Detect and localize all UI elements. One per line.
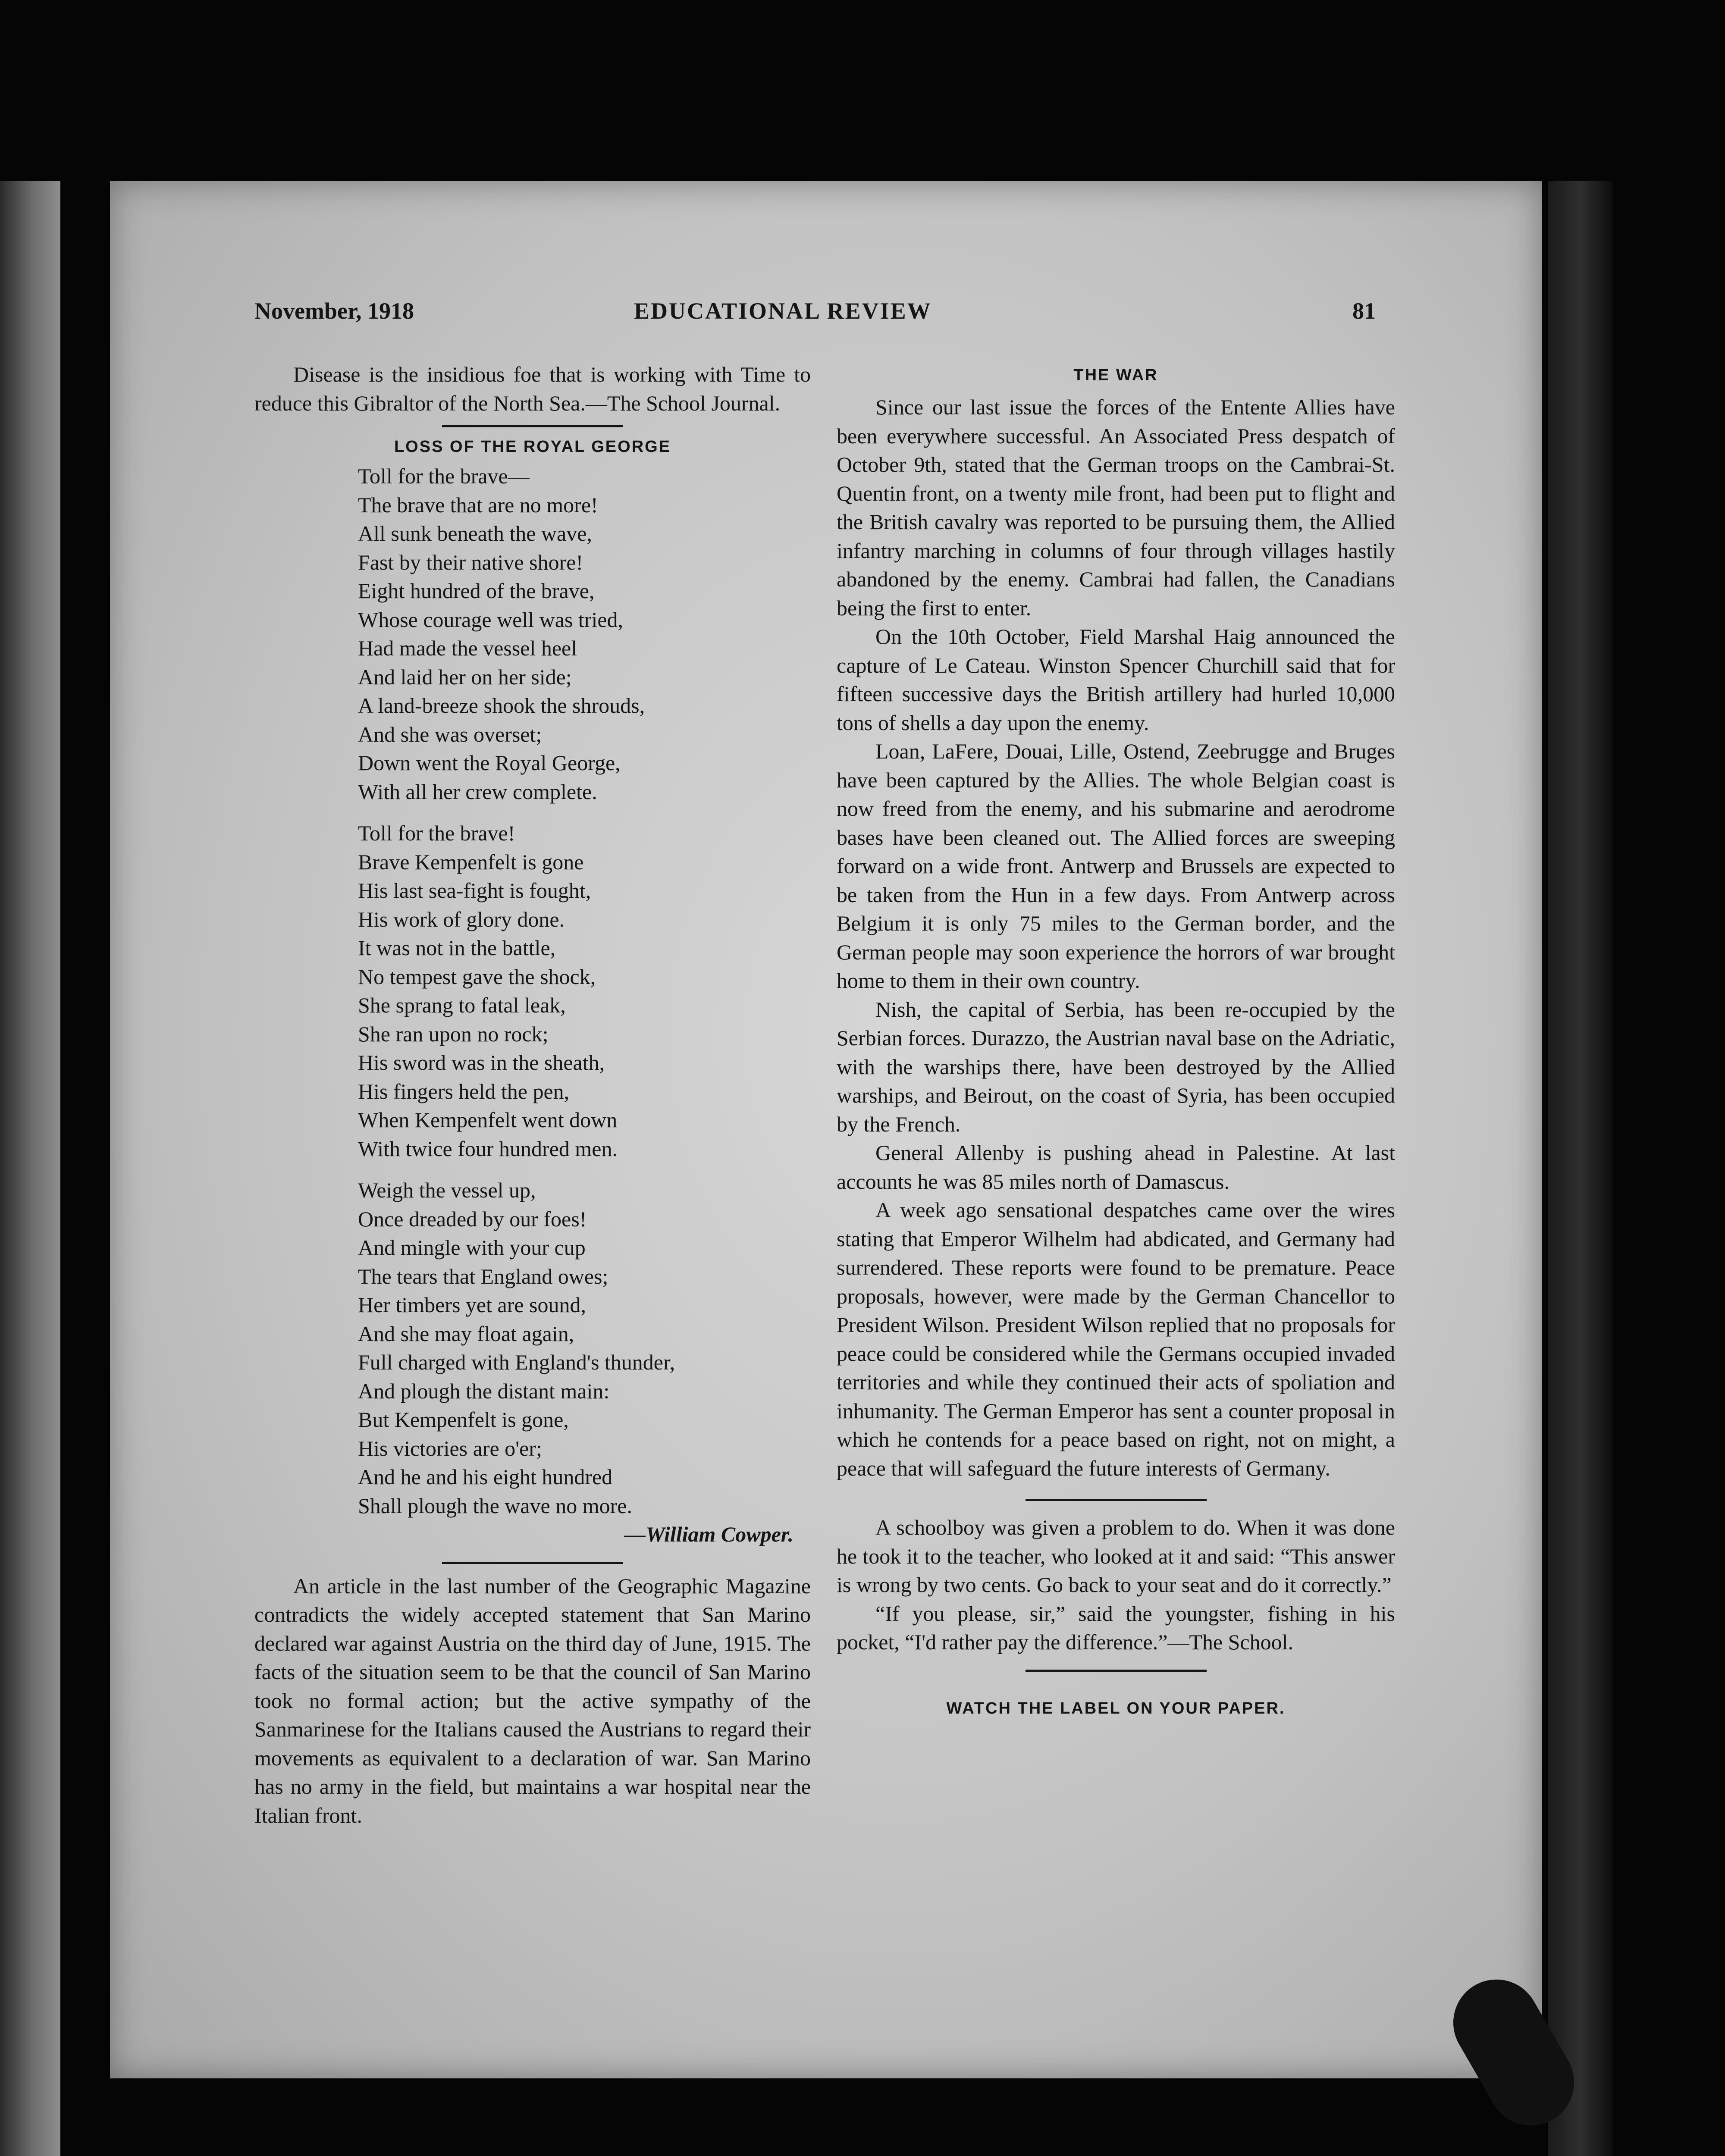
poem-line: Eight hundred of the brave, [358,579,595,603]
poem-line: A land-breeze shook the shrouds, [358,693,645,718]
left-column [254,360,811,1830]
poem-line: His sword was in the sheath, [358,1050,605,1075]
divider-rule [442,1562,623,1564]
poem-line: The brave that are no more! [358,492,598,517]
poem-line: And she was overset; [358,722,542,746]
adjacent-page-letter-marks [16,655,33,2156]
poem-line: Down went the Royal George, [358,751,621,775]
poem-stanza-1 [358,462,811,806]
poem-stanza-2 [358,819,811,1163]
war-paragraph: General Allenby is pushing ahead in Palestine. At last accounts he was 85 miles north of Damascus. [837,1141,1395,1194]
poem-line: The tears that England owes; [358,1264,608,1288]
war-paragraph: On the 10th October, Field Marshal Haig announced the capture of Le Cateau. Winston Spencer Churchill said that for fifteen successive days the British artillery had hurled 10,000 tons of shells a day upon the enemy. [837,624,1395,735]
poem-line: Fast by their native shore! [358,550,583,574]
poem-line: All sunk beneath the wave, [358,521,592,545]
poem-line: When Kempenfelt went down [358,1108,618,1132]
adjacent-page-edge [0,181,60,2156]
running-header [254,298,1376,345]
poem-line: His victories are o'er; [358,1436,542,1460]
poem-line: And plough the distant main: [358,1379,610,1403]
poem-stanza-3 [358,1176,811,1549]
poem-line: His work of glory done. [358,907,565,931]
divider-rule [1026,1499,1207,1501]
schoolboy-paragraph: “If you please, sir,” said the youngster, fishing in his pocket, “I'd rather pay the difference.”—The School. [837,1601,1395,1654]
poem-line: Toll for the brave! [358,821,515,845]
gibraltar-paragraph: Disease is the insidious foe that is working with Time to reduce this Gibraltor of the North Sea.—The School Journal. [254,362,811,415]
poem-line: His last sea-fight is fought, [358,878,591,903]
poem-line: With all her crew complete. [358,779,597,804]
header-title: EDUCATIONAL REVIEW [634,298,932,324]
war-paragraph: Since our last issue the forces of the Entente Allies have been everywhere successful. An Associated Press despatch of October 9th, stated that the German troops on the Cambrai-St. Quentin front, on a twenty mile front, had been put to flight and the British cavalry was reported to be pursuing them, the Allied infantry marching in columns of four through villages hastily abandoned by the enemy. Cambrai had fallen, the Canadians being the first to enter. [837,395,1395,620]
schoolboy-paragraph: A schoolboy was given a problem to do. When it was done he took it to the teacher, who looked at it and said: “This answer is wrong by two cents. Go back to your seat and do it correctly.” [837,1515,1395,1597]
poem-line: She ran upon no rock; [358,1022,549,1046]
poem-line: Full charged with England's thunder, [358,1350,675,1374]
poem-line: Weigh the vessel up, [358,1178,536,1202]
book-spine [1548,181,1613,2156]
poem-line: And she may float again, [358,1321,574,1346]
poem-line: Her timbers yet are sound, [358,1293,586,1317]
poem-line: His fingers held the pen, [358,1079,570,1103]
poem-line: It was not in the battle, [358,936,556,960]
poem-title: LOSS OF THE ROYAL GEORGE [394,438,671,456]
war-paragraph: Nish, the capital of Serbia, has been re-occupied by the Serbian forces. Durazzo, the Austrian naval base on the Adriatic, with the warships there, have been destroyed by the Allied warships, and Beirout, on the coast of Syria, has been occupied by the French. [837,997,1395,1136]
poem-line: But Kempenfelt is gone, [358,1407,569,1432]
poem-author: —William Cowper. [624,1522,794,1546]
divider-rule [1026,1670,1207,1672]
poem-line: With twice four hundred men. [358,1136,618,1161]
poem-line: Once dreaded by our foes! [358,1206,587,1231]
war-section-title: THE WAR [1073,366,1158,384]
label-notice: WATCH THE LABEL ON YOUR PAPER. [946,1699,1286,1717]
poem-line: Whose courage well was tried, [358,607,624,632]
poem-line: And he and his eight hundred [358,1465,613,1489]
poem-line: Toll for the brave— [358,464,530,488]
divider-rule [442,425,623,427]
right-column [837,360,1395,1724]
header-date: November, 1918 [254,298,414,324]
poem-line: Had made the vessel heel [358,636,577,660]
war-paragraph: A week ago sensational despatches came over the wires stating that Emperor Wilhelm had abdicated, and Germany had surrendered. These reports were found to be premature. Peace proposals, however, were made by the German Chancellor to President Wilson. President Wilson replied that no proposals for peace could be considered while the Germans occupied invaded territories and while they continued their acts of spoliation and inhumanity. The German Emperor has sent a counter proposal in which he contends for a peace based on right, not on might, a peace that will safeguard the future interests of Germany. [837,1198,1395,1480]
poem-line: And mingle with your cup [358,1235,586,1260]
poem-line: Shall plough the wave no more. [358,1493,632,1518]
war-paragraph: Loan, LaFere, Douai, Lille, Ostend, Zeebrugge and Bruges have been captured by the Allies. The whole Belgian coast is now freed from the enemy, and his submarine and aerodrome bases have been cleaned out. The Allied forces are sweeping forward on a wide front. Antwerp and Brussels are expected to be taken from the Hun in a few days. From Antwerp across Belgium it is only 75 miles to the German border, and the German people may soon experience the horrors of war brought home to them in their own country. [837,739,1395,993]
page-number: 81 [1352,298,1376,324]
poem-line: Brave Kempenfelt is gone [358,849,584,874]
poem-line: She sprang to fatal leak, [358,993,566,1017]
poem-line: No tempest gave the shock, [358,964,596,989]
poem [358,462,811,1549]
san-marino-paragraph: An article in the last number of the Geographic Magazine contradicts the widely accepted statement that San Marino declared war against Austria on the third day of June, 1915. The facts of the situation seem to be that the council of San Marino took no formal action; but the active sympathy of the Sanmarinese for the Italians caused the Austrians to regard their movements as equivalent to a declaration of war. San Marino has no army in the field, but maintains a war hospital near the Italian front. [254,1573,811,1827]
poem-line: And laid her on her side; [358,664,572,689]
